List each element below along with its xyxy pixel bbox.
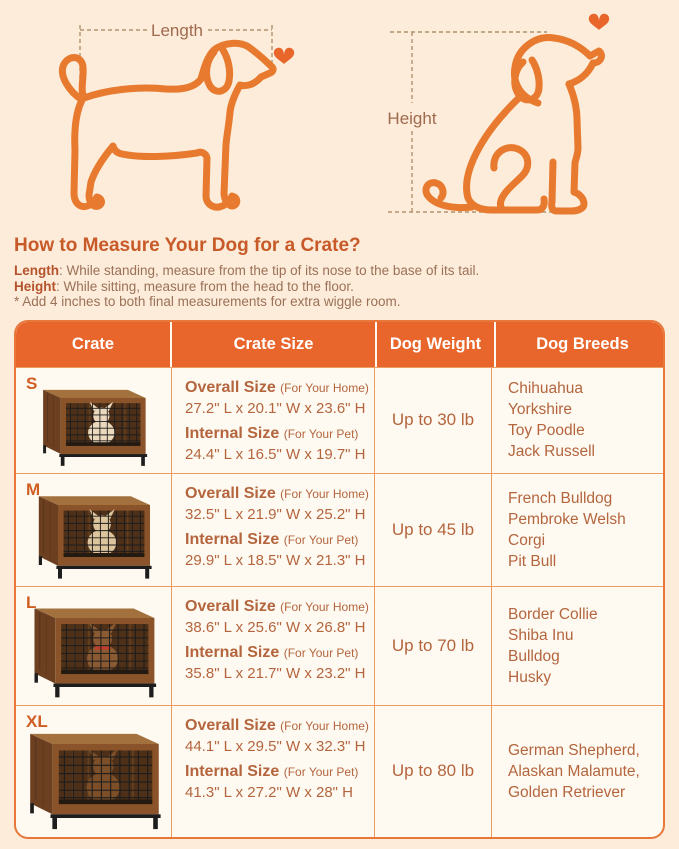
crate-size-cell: Overall Size (For Your Home) 44.1" L x 29.5" W x 32.3" H Internal Size (For Your Pet) 41.3" L x 27.2" W x 28" H: [172, 706, 375, 837]
sitting-dog-body: [552, 84, 584, 211]
standing-dog-outline: [62, 43, 273, 207]
dog-weight-cell: Up to 70 lb: [375, 587, 492, 705]
dog-breeds-cell: German Shepherd, Alaskan Malamute, Golden Retriever: [508, 741, 640, 801]
sitting-dog-hip: [494, 148, 528, 209]
overall-dims: 44.1" L x 29.5" W x 32.3" H: [185, 737, 366, 755]
intro-line: * Add 4 inches to both final measurements for extra wiggle room.: [14, 294, 401, 309]
dog-weight-cell: Up to 30 lb: [375, 368, 492, 473]
intro-section: [14, 235, 679, 310]
standing-dog-diagram: [0, 0, 340, 230]
crate-image-m: [30, 492, 158, 582]
crate-cell: [16, 706, 172, 837]
internal-size-label: Internal Size: [185, 424, 280, 442]
dog-weight-cell: Up to 80 lb: [375, 706, 492, 837]
overall-dims: 38.6" L x 25.6" W x 26.8" H: [185, 618, 366, 636]
dog-breeds-cell: Chihuahua Yorkshire Toy Poodle Jack Russell: [508, 380, 595, 460]
crate-cell: [16, 474, 172, 586]
intro-line: Length: While standing, measure from the tip of its nose to the base of its tail.: [14, 263, 480, 278]
internal-dims: 41.3" L x 27.2" W x 28" H: [185, 783, 353, 801]
page-title: How to Measure Your Dog for a Crate?: [14, 235, 361, 256]
internal-dims: 24.4" L x 16.5" W x 19.7" H: [185, 445, 366, 463]
table-row: [16, 586, 663, 705]
heart-icon: [274, 48, 294, 64]
crate-image-xl: [20, 729, 168, 833]
dog-weight-cell: Up to 45 lb: [375, 474, 492, 586]
table-row: [16, 473, 663, 586]
header-dog-weight: Dog Weight: [377, 322, 494, 367]
crate-size-table: [14, 320, 665, 839]
heart-icon: [589, 14, 609, 30]
dog-breeds-cell: Border Collie Shiba Inu Bulldog Husky: [508, 605, 598, 686]
measure-diagrams: [0, 0, 679, 231]
internal-dims: 29.9" L x 18.5" W x 21.3" H: [185, 551, 366, 569]
size-letter: L: [26, 592, 37, 612]
overall-dims: 32.5" L x 21.9" W x 25.2" H: [185, 505, 366, 523]
crate-cell: [16, 587, 172, 705]
crate-size-cell: Overall Size (For Your Home) 38.6" L x 25.6" W x 26.8" H Internal Size (For Your Pet) 35.8" L x 21.7" W x 23.2" H: [172, 587, 375, 705]
table-row: [16, 367, 663, 473]
overall-dims: 27.2" L x 20.1" W x 23.6" H: [185, 399, 366, 417]
intro-line: Height: While sitting, measure from the head to the floor.: [14, 278, 354, 294]
header-crate-size: Crate Size: [172, 322, 375, 367]
crate-image-l: [25, 604, 163, 701]
sitting-dog-diagram: [342, 0, 642, 230]
overall-size-label: Overall Size: [185, 378, 276, 396]
crate-size-cell: Overall Size (For Your Home) 27.2" L x 20.1" W x 23.6" H Internal Size (For Your Pet) 24.4" L x 16.5" W x 19.7" H: [172, 368, 375, 473]
size-letter: S: [26, 373, 38, 393]
sitting-dog-head: [514, 38, 601, 103]
standing-dog-ear: [207, 50, 230, 91]
header-dog-breeds: Dog Breeds: [496, 322, 665, 367]
crate-cell: [16, 368, 172, 473]
crate-size-cell: Overall Size (For Your Home) 32.5" L x 21.9" W x 25.2" H Internal Size (For Your Pet) 29.9" L x 18.5" W x 21.3" H: [172, 474, 375, 586]
size-letter: XL: [26, 711, 48, 731]
table-row: [16, 705, 663, 837]
header-crate: Crate: [16, 322, 170, 367]
height-label: Height: [387, 109, 437, 128]
internal-dims: 35.8" L x 21.7" W x 23.2" H: [185, 664, 366, 682]
table-header-row: [16, 322, 663, 367]
length-label: Length: [151, 21, 203, 40]
dog-breeds-cell: French Bulldog Pembroke Welsh Corgi Pit Bull: [508, 489, 626, 570]
size-letter: M: [26, 479, 41, 499]
crate-image-s: [35, 386, 153, 469]
